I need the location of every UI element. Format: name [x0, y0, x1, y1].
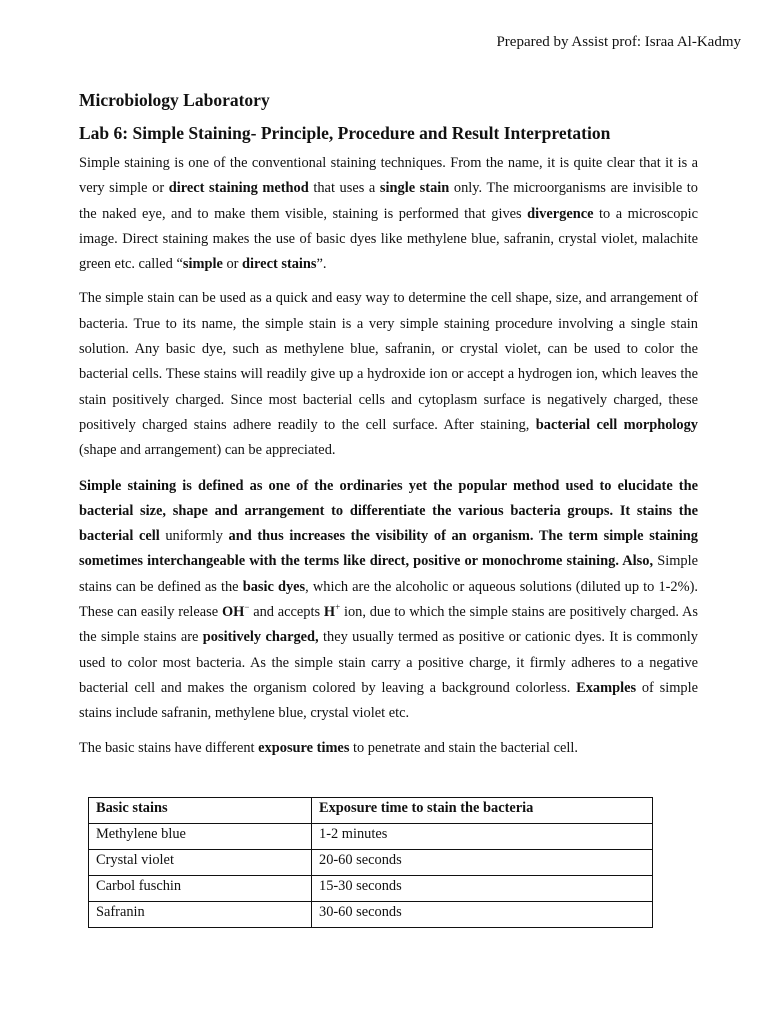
table-cell-time: 1-2 minutes [312, 824, 653, 850]
paragraph-intro: Simple staining is one of the conventional staining techniques. From the name, it is quite clear that it is a very simple or direct staining method that uses a single stain only. The microorganisms are invisible to the naked eye, and to make them visible, staining is performed that gives divergence to a microscopic image. Direct staining makes the use of basic dyes like methylene blue, safranin, crystal violet, malachite green etc. called “simple or direct stains”. [79, 155, 698, 273]
table-header-row [89, 798, 653, 824]
table-cell-stain: Methylene blue [89, 824, 312, 850]
paragraph-definition: Simple staining is defined as one of the ordinaries yet the popular method used to elucidate the bacterial size, shape and arrangement to differentiate the various bacteria groups. It stains the bacterial cell uniformly and thus increases the visibility of an organism. The term simple staining sometimes interchangeable with the terms like direct, positive or monochrome staining. Also, Simple stains can be defined as the basic dyes, which are the alcoholic or aqueous solutions (diluted up to 1-2%). These can easily release OH− and accepts H+ ion, due to which the simple stains are positively charged. As the simple stains are positively charged, they usually termed as positive or cationic dyes. It is commonly used to color most bacteria. As the simple stain carry a positive charge, it firmly adheres to a negative bacterial cell and makes the organism colored by leaving a background colorless. Examples of simple stains include safranin, methylene blue, crystal violet etc. [79, 477, 699, 722]
table-cell-stain: Carbol fuschin [89, 876, 312, 902]
table-row [89, 876, 653, 902]
document-body [79, 88, 698, 761]
table-cell-stain: Crystal violet [89, 850, 312, 876]
paragraph-exposure-times: The basic stains have different exposure times to penetrate and stain the bacterial cell. [79, 739, 578, 756]
table-row [89, 824, 653, 850]
author-header: Prepared by Assist prof: Israa Al-Kadmy [496, 34, 741, 50]
table-cell-time: 30-60 seconds [312, 902, 653, 928]
lab-heading: Lab 6: Simple Staining- Principle, Procedure and Result Interpretation [79, 123, 611, 143]
table-cell-time: 15-30 seconds [312, 876, 653, 902]
exposure-time-table [88, 797, 653, 928]
table-cell-stain: Safranin [89, 902, 312, 928]
table-row [89, 902, 653, 928]
table-cell-time: 20-60 seconds [312, 850, 653, 876]
table-row [89, 850, 653, 876]
table-header-cell: Exposure time to stain the bacteria [312, 798, 653, 824]
document-title: Microbiology Laboratory [79, 90, 270, 110]
paragraph-simple-stain-use: The simple stain can be used as a quick and easy way to determine the cell shape, size, and arrangement of bacteria. True to its name, the simple stain is a very simple staining procedure involving a single stain solution. Any basic dye, such as methylene blue, safranin, or crystal violet, can be used to color the bacterial cells. These stains will readily give up a hydroxide ion or accept a hydrogen ion, which leaves the stain positively charged. Since most bacterial cells and cytoplasm surface is negatively charged, these positively charged stains adhere readily to the cell surface. After staining, bacterial cell morphology (shape and arrangement) can be appreciated. [79, 290, 698, 459]
table-header-cell: Basic stains [89, 798, 312, 824]
